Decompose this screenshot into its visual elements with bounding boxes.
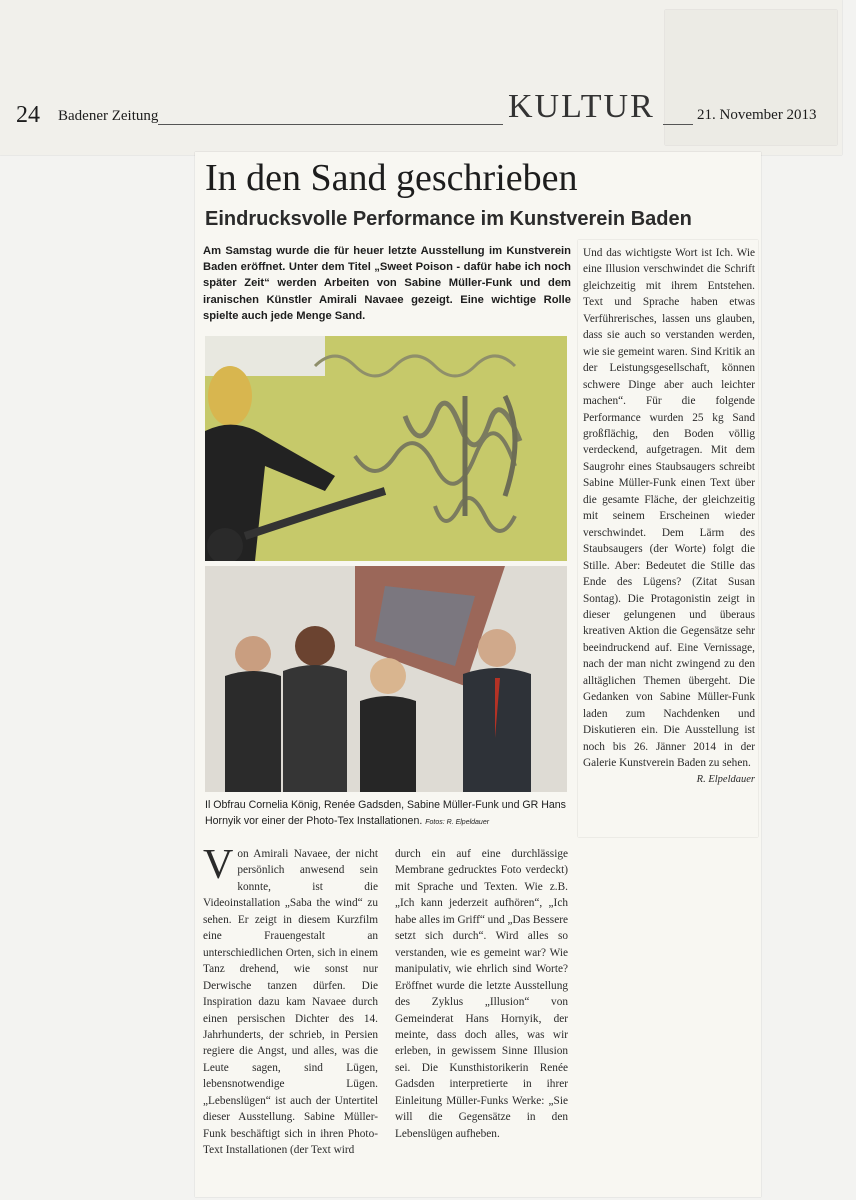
lead-paragraph: Am Samstag wurde die für heuer letzte Ausstellung im Kunstverein Baden eröffnet. Unter dem Titel „Sweet Poison - dafür habe ich noch später Zeit“ werden Arbeiten von Sabine Müller-Funk und dem iranischen Künstler Amirali Navaee gezeigt. Eine wichtige Rolle spielte auch jede Menge Sand. — [203, 245, 571, 322]
dropcap: V — [203, 842, 234, 888]
photo-caption — [205, 797, 567, 831]
performance-photo — [205, 336, 567, 561]
side-column — [583, 245, 755, 788]
subheadline: Eindrucksvolle Performance im Kunstverein Baden — [205, 208, 692, 230]
masthead-rule-right — [663, 124, 693, 125]
page-number: 24 — [16, 102, 40, 128]
author: R. Elpeldauer — [696, 773, 755, 785]
body-column-1-text: on Amirali Navaee, der nicht persönlich anwesend sein konnte, ist die Videoinstallation „Saba the wind“ zu sehen. Er zeigt in diesem Kurzfilm eine Frauengestalt an unterschiedlichen Orten, sich in einem Tanz drehend, wie sonst nur Derwische tanzen dürfen. Die Inspiration dazu kam Navaee durch einen persischen Dichter des 14. Jahrhunderts, der schrieb, in Persien regiere die Angst, und alles, was die Leute sagen, sind Lügen, lebensnotwendige Lügen. „Lebenslügen“ ist auch der Untertitel dieser Ausstellung. Sabine Müller-Funk beschäftigt sich in ihren Photo-Text Installationen (der Text wird — [203, 848, 378, 1157]
side-column-text: Und das wichtigste Wort ist Ich. Wie eine Illusion verschwindet die Schrift gleichzeitig mit ihrem Entstehen. Text und Sprache haben etwas Verführerisches, lassen uns glauben, dass sie auch so verstanden werden, wie sie gemeint waren. Sind Kritik an der Leistungsgesellschaft, können schwere Dinge aber auch leichter machen“. Für die folgende Performance wurden 25 kg Sand großflächig, den Boden völlig verdeckend, aufgetragen. Mit dem Saugrohr eines Staubsaugers schreibt Sabine Müller-Funk einen Text über die gesamte Fläche, der gleichzeitig mit seinem Erscheinen wieder verschwindet. Dem Lärm des Staubsaugers (der Worte) folgt die Stille. Aber: Bedeutet die Stille das Ende des Lügens? (Zitat Susan Sontag). Die Protagonistin zeigt in dieser gelungenen und überaus kreativen Aktion die Gegensätze sehr beeindruckend auf. Eine Vernissage, nach der man nicht zwingend zu den alltäglichen Themen übergeht. Die Gedanken von Sabine Müller-Funk laden zum Nachdenken und Diskutieren ein. Die Ausstellung ist noch bis 26. Jänner 2014 in der Galerie Kunstverein Baden zu sehen. — [583, 247, 755, 770]
photo-credit: Fotos: R. Elpeldauer — [425, 819, 490, 826]
headline: In den Sand geschrieben — [205, 157, 578, 199]
caption-text: Il Obfrau Cornelia König, Renée Gadsden, Sabine Müller-Funk und GR Hans Hornyik vor einer der Photo-Tex Installationen. — [205, 799, 566, 827]
body-column-2 — [395, 846, 568, 1142]
issue-date: 21. November 2013 — [697, 107, 817, 123]
masthead-rule — [158, 124, 503, 125]
group-photo — [205, 566, 567, 792]
body-column-2-text: durch ein auf eine durchlässige Membrane gedrucktes Foto verdeckt) mit Sprache und Texten. Wie z.B. „Ich kann jederzeit aufhören“, „Ich habe alles im Griff“ und „Das Bessere setzt sich durch“. Wird alles so verstanden, wie es gemeint war? Wie manipulativ, wie ehrlich sind Worte? Eröffnet wurde die letzte Ausstellung des Zyklus „Illusion“ von Gemeinderat Hans Hornyik, der meinte, dass doch alles, was wir erleben, in gewissem Sinne Illusion sei. Die Kunsthistorikerin Renée Gadsden interpretierte in ihrer Einleitung Müller-Funks Werke: „Sie will die Gegensätze in den Lebenslügen aufheben. — [395, 848, 568, 1140]
body-column-1 — [203, 842, 378, 1159]
section-title: KULTUR — [508, 88, 655, 125]
newspaper-name: Badener Zeitung — [58, 108, 159, 124]
